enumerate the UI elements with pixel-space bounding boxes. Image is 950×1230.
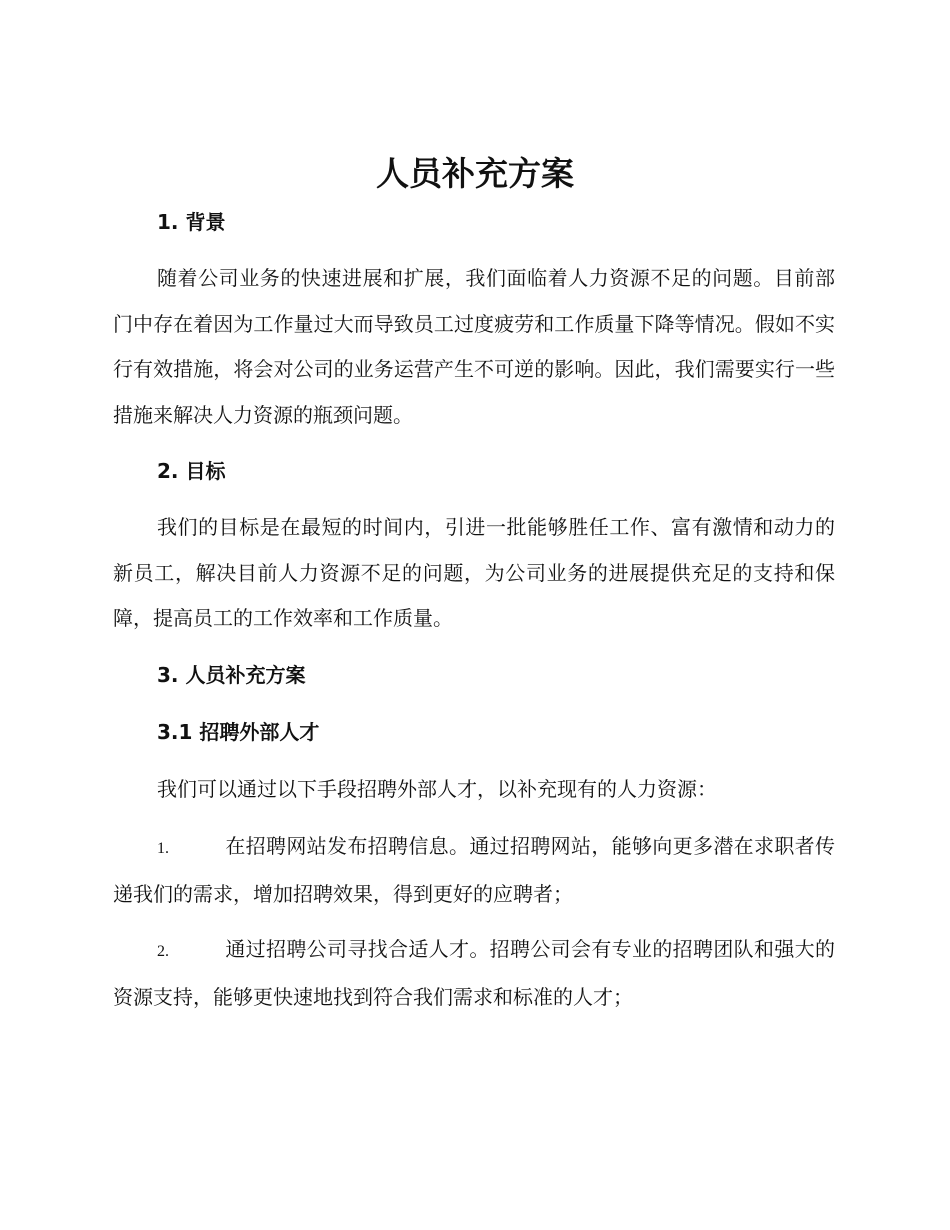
- section-heading-background: 1. 背景: [157, 210, 226, 234]
- list-item-text: 在招聘网站发布招聘信息。通过招聘网站，能够向更多潜在求职者传递我们的需求，增加招聘效果，得到更好的应聘者；: [113, 834, 835, 906]
- list-item: [113, 824, 835, 917]
- section-heading-plan: 3. 人员补充方案: [157, 663, 306, 687]
- section-heading-goal: 2. 目标: [157, 459, 226, 483]
- section-paragraph-goal: 我们的目标是在最短的时间内，引进一批能够胜任工作、富有激情和动力的新员工，解决目前人力资源不足的问题，为公司业务的进展提供充足的支持和保障，提高员工的工作效率和工作质量。: [113, 515, 835, 630]
- section-paragraph-external-recruitment: 我们可以通过以下手段招聘外部人才，以补充现有的人力资源：: [157, 777, 717, 801]
- document-title: 人员补充方案: [376, 154, 574, 193]
- list-item-number: 2.: [157, 943, 169, 960]
- section-heading-external-recruitment: 3.1 招聘外部人才: [157, 720, 320, 744]
- list-item-number: 1.: [157, 840, 169, 857]
- list-item: [113, 927, 835, 1020]
- section-paragraph-background: 随着公司业务的快速进展和扩展，我们面临着人力资源不足的问题。目前部门中存在着因为工作量过大而导致员工过度疲劳和工作质量下降等情况。假如不实行有效措施，将会对公司的业务运营产生不可逆的影响。因此，我们需要实行一些措施来解决人力资源的瓶颈问题。: [113, 266, 835, 427]
- list-item-text: 通过招聘公司寻找合适人才。招聘公司会有专业的招聘团队和强大的资源支持，能够更快速地找到符合我们需求和标准的人才；: [113, 937, 835, 1009]
